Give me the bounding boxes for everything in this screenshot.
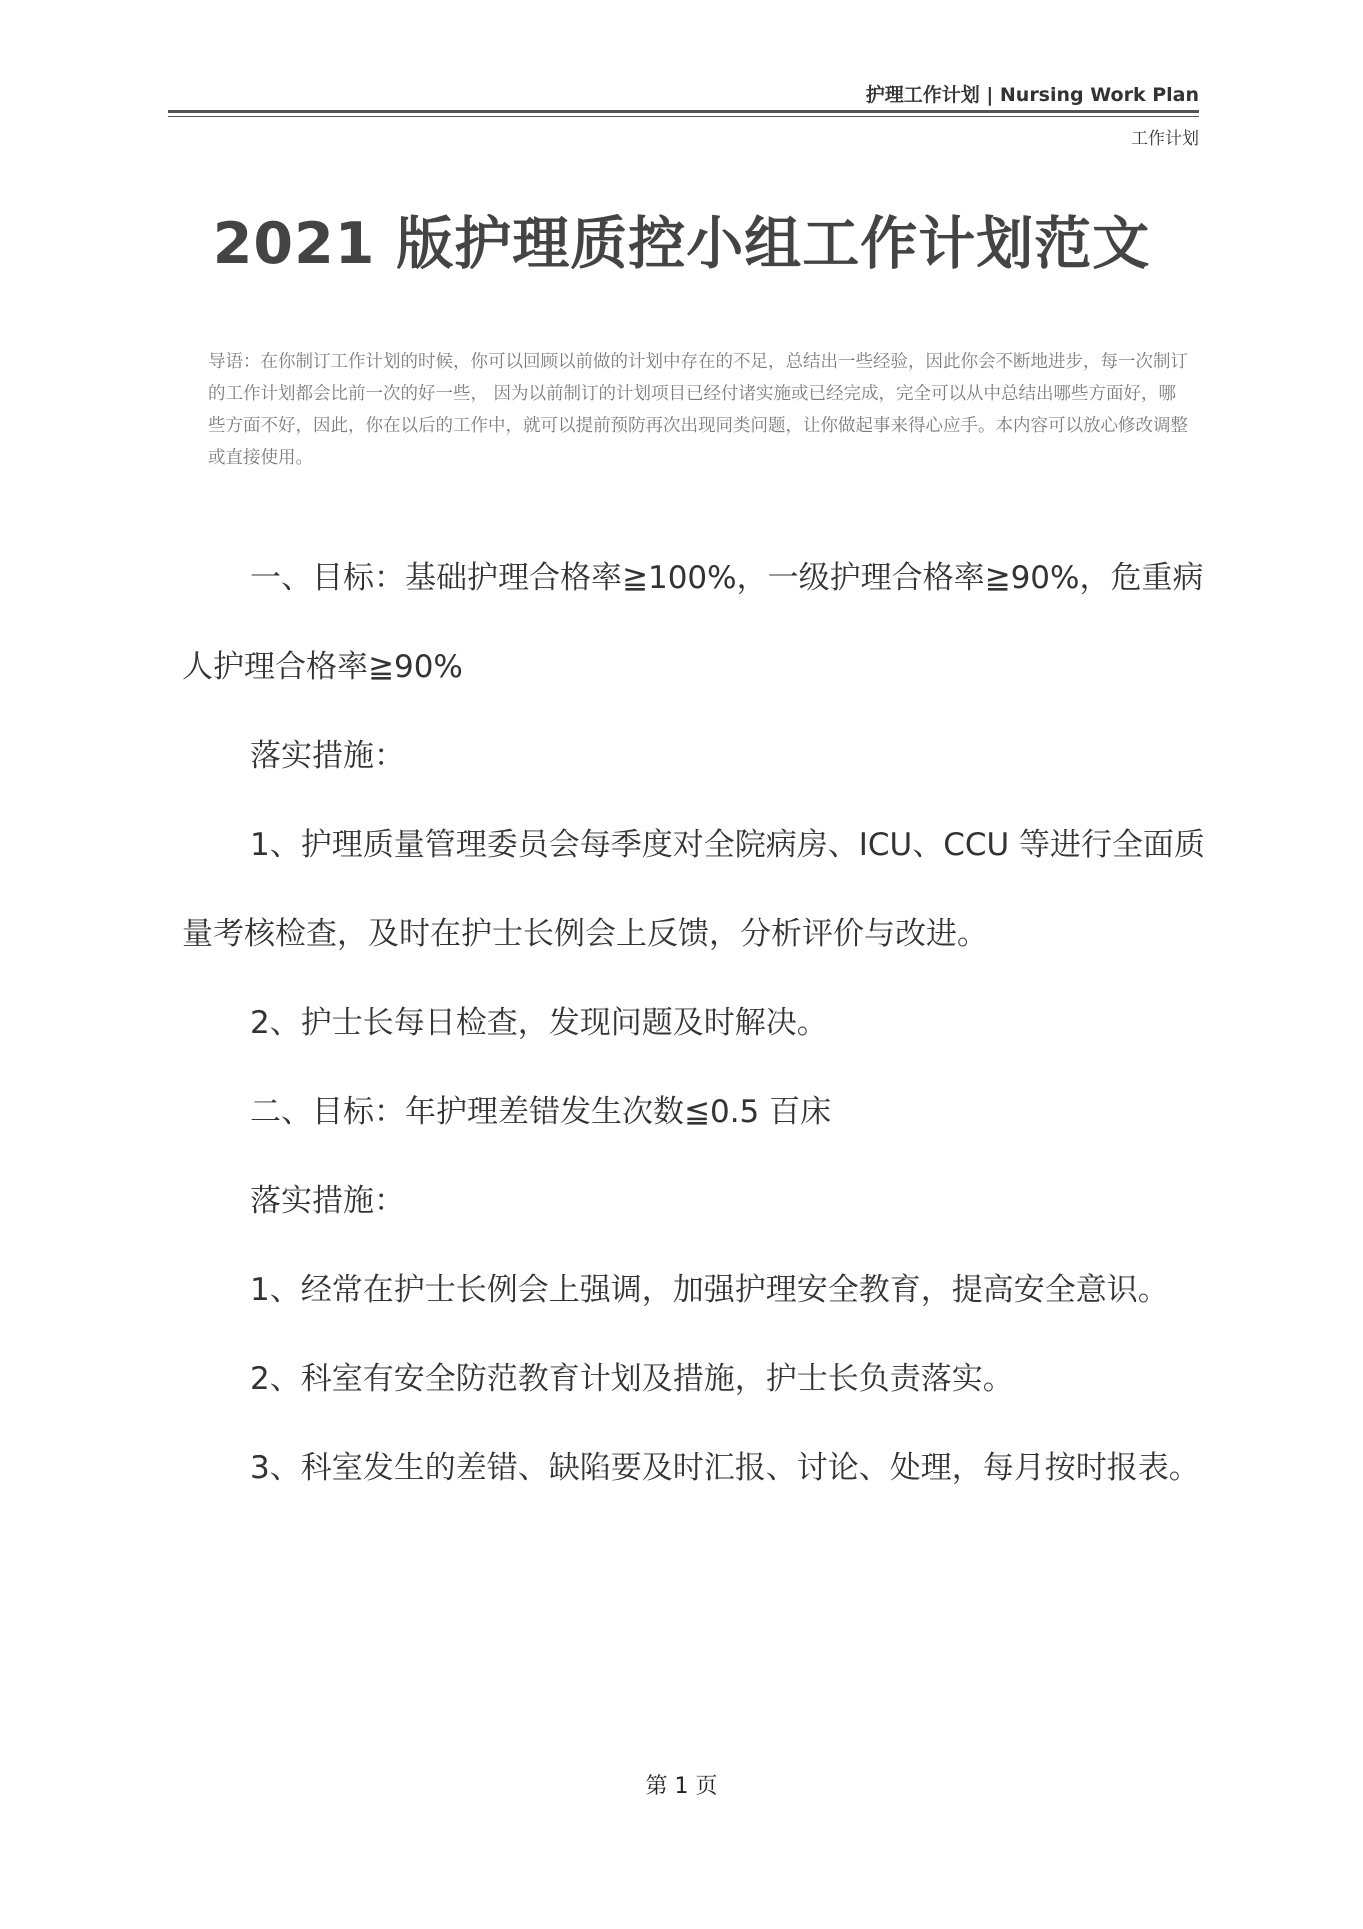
header-rule-thin <box>168 116 1199 117</box>
document-body <box>182 534 1222 1513</box>
paragraph-goal-2: 二、目标：年护理差错发生次数≦0.5 百床 <box>250 1094 832 1130</box>
header-subtitle: 工作计划 <box>1131 129 1199 149</box>
header-title: 护理工作计划 | Nursing Work Plan <box>865 84 1199 106</box>
page-number: 第 1 页 <box>645 1774 718 1799</box>
paragraph-measure-1-1: 1、护理质量管理委员会每季度对全院病房、ICU、CCU 等进行全面质量考核检查，及时在护士长例会上反馈，分析评价与改进。 <box>182 827 1206 952</box>
paragraph-measure-2-1: 1、经常在护士长例会上强调，加强护理安全教育，提高安全意识。 <box>250 1272 1169 1308</box>
paragraph-measures-heading-2: 落实措施： <box>250 1183 405 1219</box>
paragraph-goal-1: 一、目标：基础护理合格率≧100%，一级护理合格率≧90%，危重病人护理合格率≧90% <box>182 560 1204 685</box>
paragraph-measure-1-2: 2、护士长每日检查，发现问题及时解决。 <box>250 1005 828 1041</box>
paragraph-measure-2-2: 2、科室有安全防范教育计划及措施，护士长负责落实。 <box>250 1361 1014 1397</box>
paragraph-measures-heading-1: 落实措施： <box>250 738 405 774</box>
lead-paragraph: 导语：在你制订工作计划的时候，你可以回顾以前做的计划中存在的不足，总结出一些经验，因此你会不断地进步，每一次制订的工作计划都会比前一次的好一些， 因为以前制订的计划项目已经付诸实施或已经完成，完全可以从中总结出哪些方面好，哪些方面不好，因此，你在以后的工作中，就可以提前预防再次出现同类问题，让你做起事来得心应手。本内容可以放心修改调整或直接使用。 <box>208 352 1188 468</box>
paragraph-measure-2-3: 3、科室发生的差错、缺陷要及时汇报、讨论、处理，每月按时报表。 <box>250 1450 1200 1486</box>
document-title: 2021 版护理质控小组工作计划范文 <box>212 211 1151 277</box>
header-rule <box>168 110 1199 113</box>
